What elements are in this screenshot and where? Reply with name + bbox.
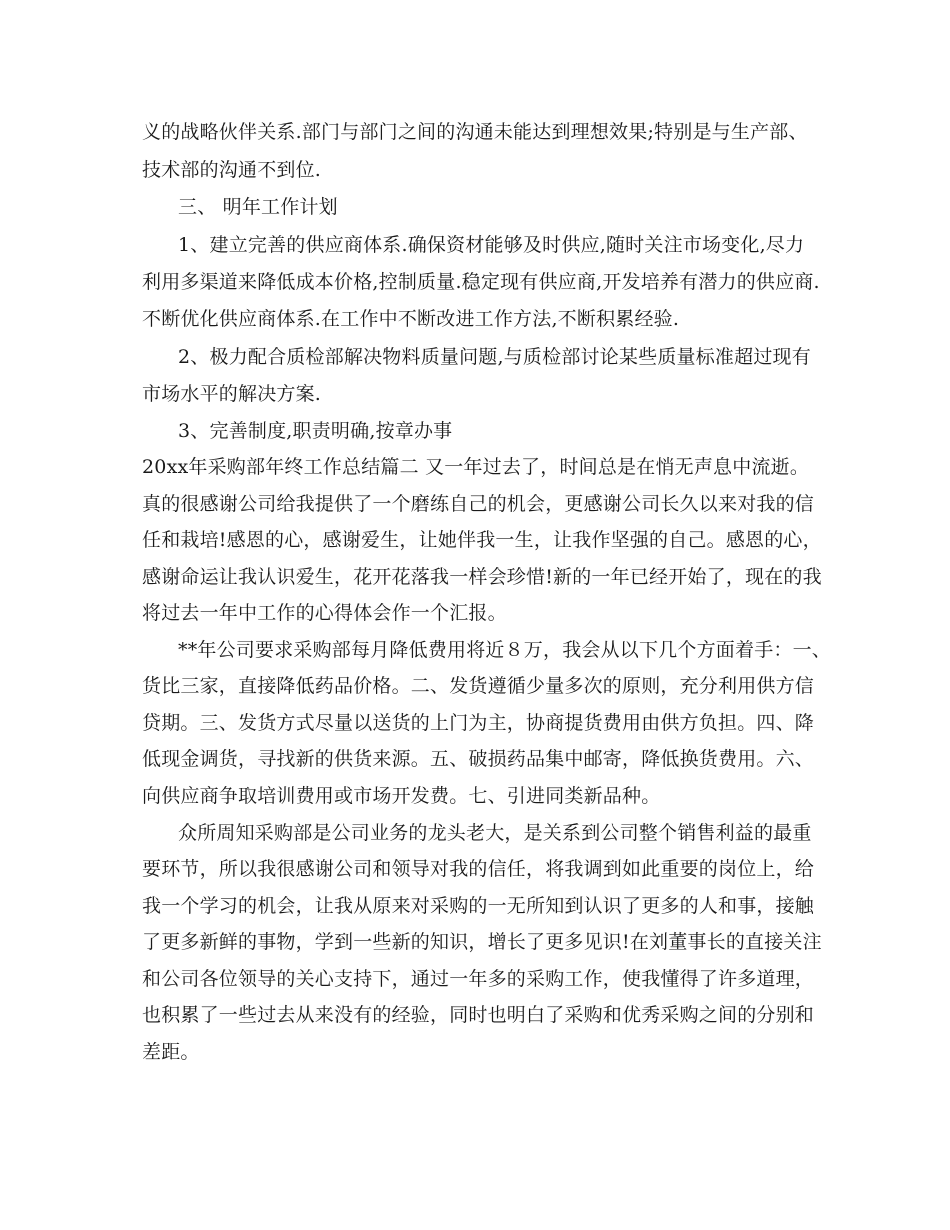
body-text-line: **年公司要求采购部每月降低费用将近８万，我会从以下几个方面着手：一、 [178, 639, 832, 661]
body-text-line: 不断优化供应商体系.在工作中不断改进工作方法,不断积累经验. [142, 308, 680, 330]
body-text-line: 市场水平的解决方案. [142, 383, 322, 405]
body-text-line: 2、极力配合质检部解决物料质量问题,与质检部讨论某些质量标准超过现有 [178, 346, 811, 368]
body-text-line: 利用多渠道来降低成本价格,控制质量.稳定现有供应商,开发培养有潜力的供应商. [142, 271, 820, 293]
body-text-line: 要环节，所以我很感谢公司和领导对我的信任，将我调到如此重要的岗位上，给 [142, 858, 815, 880]
body-text-line: 3、完善制度,职责明确,按章办事 [178, 420, 453, 442]
body-text-line: 低现金调货，寻找新的供货来源。五、破损药品集中邮寄，降低换货费用。六、 [142, 748, 815, 770]
body-text-line: 义的战略伙伴关系.部门与部门之间的沟通未能达到理想效果;特别是与生产部、 [142, 121, 808, 143]
article-title-line: 20xx年采购部年终工作总结篇二 又一年过去了，时间总是在悄无声息中流逝。 [142, 456, 810, 478]
body-text-line: 任和栽培!感恩的心，感谢爱生，让她伴我一生，让我作坚强的自己。感恩的心， [142, 529, 822, 551]
body-text-line: 众所周知采购部是公司业务的龙头老大，是关系到公司整个销售利益的最重 [178, 822, 812, 844]
body-text-line: 也积累了一些过去从来没有的经验，同时也明白了采购和优秀采购之间的分别和 [142, 1004, 815, 1026]
body-text-line: 技术部的沟通不到位. [142, 159, 322, 181]
body-text-line: 货比三家，直接降低药品价格。二、发货遵循少量多次的原则，充分利用供方信 [142, 675, 815, 697]
body-text-line: 差距。 [142, 1041, 200, 1063]
body-text-line: 贷期。三、发货方式尽量以送货的上门为主，协商提货费用由供方负担。四、降 [142, 712, 815, 734]
body-text-line: 和公司各位领导的关心支持下，通过一年多的采购工作，使我懂得了许多道理， [142, 968, 815, 990]
body-text-line: 真的很感谢公司给我提供了一个磨练自己的机会，更感谢公司长久以来对我的信 [142, 493, 815, 515]
body-text-line: 1、建立完善的供应商体系.确保资材能够及时供应,随时关注市场变化,尽力 [178, 234, 805, 256]
body-text-line: 感谢命运让我认识爱生，花开花落我一样会珍惜!新的一年已经开始了，现在的我 [142, 566, 822, 588]
body-text-line: 向供应商争取培训费用或市场开发费。七、引进同类新品种。 [142, 785, 661, 807]
body-text-line: 我一个学习的机会，让我从原来对采购的一无所知到认识了更多的人和事，接触 [142, 895, 815, 917]
body-text-line: 将过去一年中工作的心得体会作一个汇报。 [142, 602, 507, 624]
section-heading: 三、 明年工作计划 [178, 196, 338, 218]
body-text-line: 了更多新鲜的事物，学到一些新的知识，增长了更多见识!在刘董事长的直接关注 [142, 931, 822, 953]
